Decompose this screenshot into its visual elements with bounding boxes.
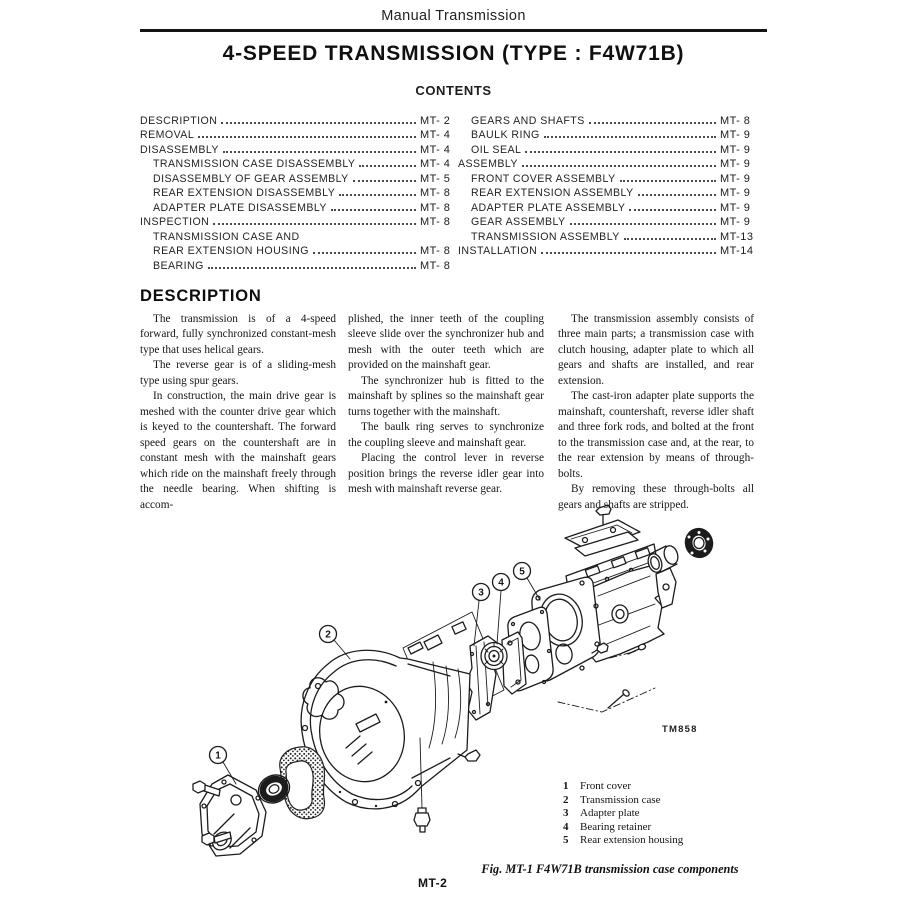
toc-entry-label: BAULK RING [471,129,540,141]
toc-entry [458,243,758,258]
toc-entry-label: BEARING [153,259,204,272]
toc-entry [458,170,758,185]
toc-entry [140,214,458,229]
legend-item-number: 3 [563,807,569,819]
toc-entry-label: GEARS AND SHAFTS [471,114,585,127]
toc-entry [140,127,458,142]
toc-entry [458,199,758,214]
toc-entry-page: MT- 5 [420,172,451,185]
toc-entry-label: TRANSMISSION ASSEMBLY [471,230,620,243]
toc-entry-label: REAR EXTENSION ASSEMBLY [471,187,634,199]
toc-entry-label: DISASSEMBLY OF GEAR ASSEMBLY [153,172,349,185]
toc-entry-label: REAR EXTENSION HOUSING [153,245,309,257]
toc-entry [458,112,758,127]
description-column-1 [140,312,336,513]
toc-entry-label: FRONT COVER ASSEMBLY [471,172,616,185]
callout-2 [320,626,351,660]
toc-leader-dots [313,252,416,254]
toc-leader-dots [208,267,416,269]
toc-entry-page: MT- 9 [720,143,751,156]
toc-leader-dots [359,165,416,167]
mainshaft-bearing-part [481,643,507,670]
toc-leader-dots [525,151,716,153]
toc-entry [458,214,758,229]
toc-entry-page: MT- 4 [420,158,451,170]
toc-entry [140,141,458,156]
legend-item-number: 4 [563,820,569,833]
legend-item [563,834,683,848]
page-number: MT-2 [418,876,448,890]
paragraph: Placing the control lever in reverse position brings the reverse idler gear into mesh with mainshaft reverse gear. [348,452,544,496]
svg-text:4: 4 [498,577,504,589]
rear-extension-part [532,566,676,712]
toc-leader-dots [213,223,416,225]
description-column-2 [348,312,544,498]
toc-entry-label: ASSEMBLY [458,158,518,170]
toc-right-column [458,112,758,257]
toc-entry-page: MT- 8 [420,187,451,199]
toc-entry-page: MT- 4 [420,143,451,156]
toc-entry [140,228,458,243]
toc-entry-label: TRANSMISSION CASE AND [153,230,300,243]
toc-entry-label: OIL SEAL [471,143,522,156]
toc-entry-page: MT- 9 [720,187,751,199]
legend-item-number: 5 [563,834,569,846]
figure-legend [563,780,683,848]
toc-entry-page: MT- 9 [720,129,751,141]
contents-heading: CONTENTS [415,83,492,98]
toc-entry-page: MT-13 [720,230,754,243]
transmission-case-part [301,650,470,809]
paragraph: plished, the inner teeth of the coupling sleeve slide over the synchronizer hub and mesh with the outer teeth which are provided on the mainshaft gear. [348,313,544,372]
paragraph: The reverse gear is of a sliding-mesh type using spur gears. [140,359,336,387]
legend-item-label: Transmission case [580,793,661,806]
toc-entry [140,199,458,214]
svg-text:1: 1 [215,750,221,762]
toc-entry-page: MT- 8 [420,259,451,272]
toc-leader-dots [629,209,716,211]
toc-entry-page: MT- 8 [720,114,751,127]
legend-item [563,780,683,794]
paragraph: By removing these through-bolts all gears and shafts are stripped. [558,483,754,511]
legend-item [563,807,683,821]
toc-entry-label: REMOVAL [140,129,195,141]
toc-entry [140,156,458,171]
description-column-3 [558,312,754,513]
toc-entry-label: DESCRIPTION [140,114,218,127]
stud-bolt-part [408,635,442,654]
toc-entry [140,243,458,258]
figure-code: TM858 [662,724,698,735]
ball-bearing-part [682,526,716,561]
toc-entry [140,170,458,185]
toc-entry-page: MT-14 [720,245,754,257]
toc-left-column [140,112,458,272]
header-rule [140,29,767,32]
legend-item-label: Front cover [580,780,632,792]
paragraph: In construction, the main drive gear is meshed with the counter drive gear which is keyed to the countershaft. The forward speed gears on the countershaft are in constant mesh with the mainshaft gears which ride on the mainshaft freely through the needle bearing. When shifting is accom- [140,390,336,511]
toc-leader-dots [522,165,716,167]
legend-item-label: Bearing retainer [580,820,652,833]
svg-text:2: 2 [325,629,331,641]
toc-entry-page: MT- 9 [720,158,751,170]
legend-item-label: Adapter plate [580,807,640,819]
toc-entry [140,185,458,200]
legend-item [563,794,683,808]
toc-entry-label: GEAR ASSEMBLY [471,216,566,228]
toc-entry-page: MT- 8 [420,201,451,214]
toc-entry-page: MT- 9 [720,201,751,214]
legend-item-number: 2 [563,793,569,806]
toc-leader-dots [620,180,716,182]
toc-entry-label: INSPECTION [140,216,210,228]
toc-leader-dots [223,151,416,153]
description-heading: DESCRIPTION [140,287,262,305]
toc-leader-dots [624,238,716,240]
toc-entry-page: MT- 8 [420,245,451,257]
toc-entry-label: TRANSMISSION CASE DISASSEMBLY [153,158,356,170]
toc-leader-dots [221,122,416,124]
toc-leader-dots [331,209,416,211]
callout-4 [493,574,510,645]
toc-entry-label: ADAPTER PLATE ASSEMBLY [471,201,626,214]
toc-entry-page: MT- 9 [720,172,751,185]
figure-caption: Fig. MT-1 F4W71B transmission case components [481,862,739,876]
toc-leader-dots [544,136,716,138]
paragraph: The transmission assembly consists of three main parts; a transmission case with clutch housing, adapter plate to which all gears and shafts are installed, and rear extension. [558,313,754,387]
paragraph: The cast-iron adapter plate supports the mainshaft, countershaft, reverse idler shaft and three fork rods, and bolted at the front to the transmission case and, at the rear, to the rear extension by means of through-bolts. [558,390,754,480]
toc-leader-dots [339,194,416,196]
toc-leader-dots [541,252,716,254]
toc-leader-dots [198,136,416,138]
toc-leader-dots [353,180,416,182]
toc-entry [458,127,758,142]
page-header: Manual Transmission [381,8,526,24]
svg-text:3: 3 [478,587,484,599]
toc-leader-dots [589,122,716,124]
page-title: 4-SPEED TRANSMISSION (TYPE : F4W71B) [222,42,685,65]
legend-item-label: Rear extension housing [580,834,684,846]
toc-entry-label: REAR EXTENSION DISASSEMBLY [153,187,336,199]
toc-entry-page: MT- 2 [420,114,451,127]
toc-entry-label: DISASSEMBLY [140,143,219,156]
toc-entry-page: MT- 8 [420,216,451,228]
svg-text:5: 5 [519,566,525,578]
legend-item [563,821,683,835]
toc-entry [458,141,758,156]
paragraph: The transmission is of a 4-speed forward, fully synchronized constant-mesh type that uses helical gears. [140,313,336,356]
toc-leader-dots [570,223,716,225]
toc-entry [140,257,458,272]
toc-entry-label: INSTALLATION [458,245,538,257]
paragraph: The baulk ring serves to synchronize the coupling sleeve and mainshaft gear. [348,421,544,449]
top-cover-part [565,505,640,556]
toc-entry [458,156,758,171]
toc-entry [458,228,758,243]
legend-item-number: 1 [563,780,569,792]
toc-entry [458,185,758,200]
toc-entry-page: MT- 4 [420,129,451,141]
toc-leader-dots [638,194,716,196]
paragraph: The synchronizer hub is fitted to the mainshaft by splines so the mainshaft gear turns together with the mainshaft. [348,374,544,418]
toc-entry-page: MT- 9 [720,216,751,228]
toc-entry [140,112,458,127]
toc-entry-label: ADAPTER PLATE DISASSEMBLY [153,201,327,214]
